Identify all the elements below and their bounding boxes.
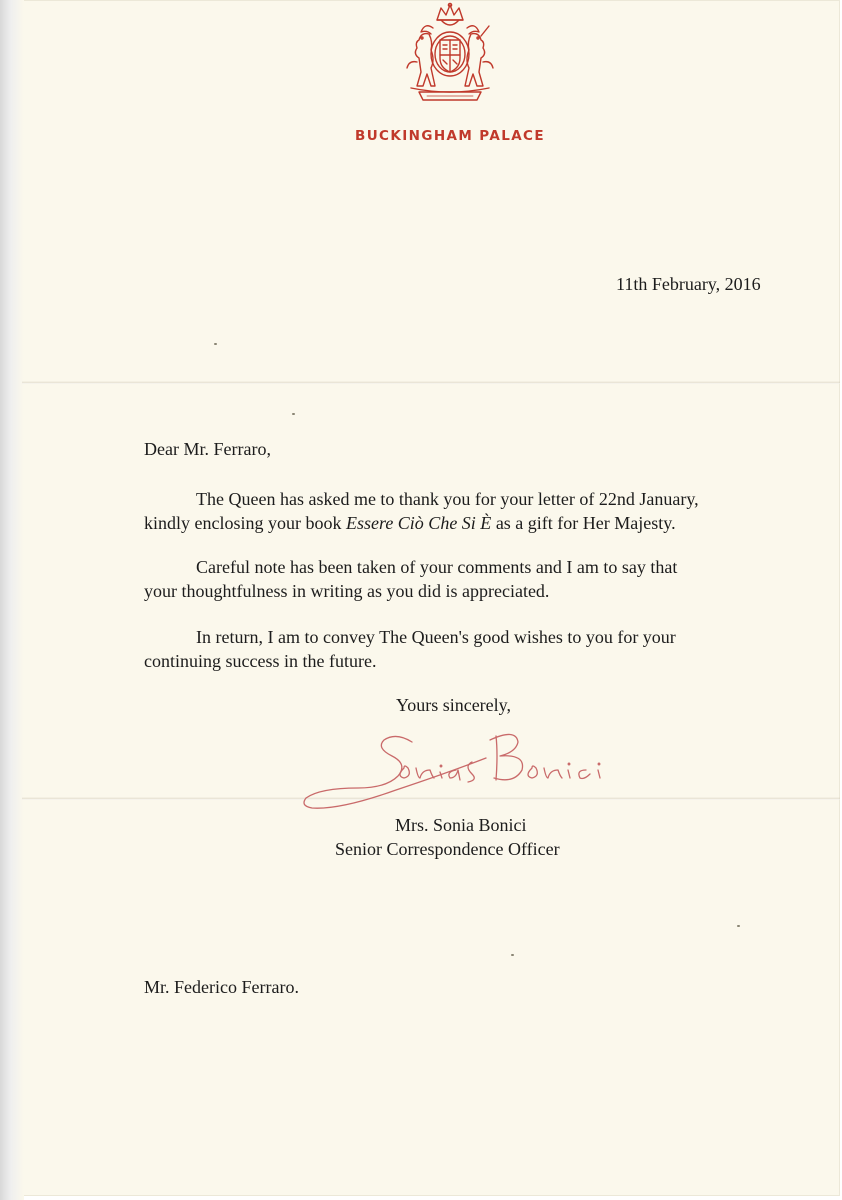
recipient: Mr. Federico Ferraro. (144, 977, 299, 997)
scan-edge-shadow (0, 0, 24, 1200)
paragraph-3-line-2: continuing success in the future. (144, 651, 377, 671)
fold-line-upper (22, 381, 840, 384)
paper-speck (737, 925, 740, 927)
paragraph-3-line-1: In return, I am to convey The Queen's good wishes to you for your (196, 627, 676, 647)
handwritten-signature (300, 728, 630, 810)
paragraph-2-line-2: your thoughtfulness in writing as you did is appreciated. (144, 581, 550, 601)
paper-speck (292, 413, 295, 415)
paragraph-1-line-2-suffix: as a gift for Her Majesty. (491, 513, 676, 533)
letter-date: 11th February, 2016 (616, 274, 761, 294)
royal-crest-icon (397, 2, 503, 104)
signer-title: Senior Correspondence Officer (335, 839, 560, 859)
letterhead-title: BUCKINGHAM PALACE (355, 128, 545, 144)
paragraph-2-line-1: Careful note has been taken of your comments and I am to say that (196, 557, 678, 577)
paragraph-1-line-1: The Queen has asked me to thank you for your letter of 22nd January, (196, 489, 699, 509)
paper-speck (214, 343, 217, 345)
salutation: Dear Mr. Ferraro, (144, 439, 271, 459)
paper-speck (511, 954, 514, 956)
signer-name: Mrs. Sonia Bonici (395, 815, 527, 835)
paragraph-1-line-2 (144, 511, 676, 535)
paragraph-1-line-2-prefix: kindly enclosing your book (144, 513, 346, 533)
book-title: Essere Ciò Che Si È (345, 513, 492, 533)
closing: Yours sincerely, (396, 695, 511, 715)
